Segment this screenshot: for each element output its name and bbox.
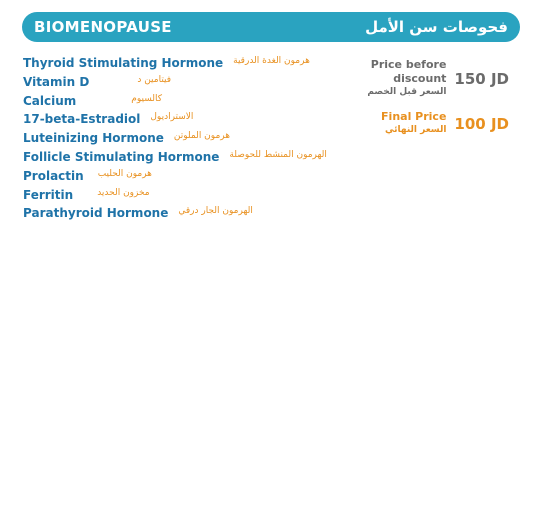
final-price-label-arabic: السعر النهائي xyxy=(385,125,447,135)
test-item xyxy=(23,111,323,130)
final-price xyxy=(329,110,509,137)
package-header xyxy=(22,12,520,42)
test-name-arabic: الهرمون المنشط للحوصلة xyxy=(229,149,327,160)
test-item xyxy=(23,205,323,224)
final-price-amount: 100 JD xyxy=(454,114,509,133)
test-item xyxy=(23,149,327,168)
tests-list xyxy=(23,55,327,224)
test-item xyxy=(23,168,323,187)
pricing-panel xyxy=(329,58,509,148)
test-item xyxy=(23,93,323,112)
test-name: Luteinizing Hormone xyxy=(23,131,164,146)
package-title: BIOMENOPAUSE xyxy=(34,18,172,36)
test-name-arabic: هرمون الغدة الدرقية xyxy=(233,56,310,66)
price-before-discount xyxy=(329,58,509,99)
test-name-arabic: الهرمون الجار درقي xyxy=(178,206,253,217)
test-name-arabic: مخزون الحديد xyxy=(97,187,150,198)
test-name: Prolactin xyxy=(23,168,84,183)
test-name-arabic: فيتامين د xyxy=(137,74,172,85)
test-name: Parathyroid Hormone xyxy=(23,206,169,221)
test-name-arabic: هرمون الحليب xyxy=(97,168,152,179)
test-name: Follicle Stimulating Hormone xyxy=(23,149,220,164)
price-before-label-arabic: السعر قبل الخصم xyxy=(367,87,447,97)
test-name-arabic: كالسيوم xyxy=(131,93,163,104)
price-before-label: Price before discount xyxy=(370,58,447,85)
price-before-amount: 150 JD xyxy=(454,69,509,88)
test-item xyxy=(23,74,323,93)
final-price-label: Final Price xyxy=(381,110,447,123)
test-item xyxy=(23,187,323,206)
test-name: 17-beta-Estradiol xyxy=(23,112,141,127)
test-name: Thyroid Stimulating Hormone xyxy=(23,56,224,70)
test-name-arabic: هرمون الملوتن xyxy=(173,131,230,142)
test-name: Ferritin xyxy=(23,187,74,202)
final-price-labels xyxy=(381,110,446,137)
test-name: Calcium xyxy=(23,93,77,108)
test-name: Vitamin D xyxy=(23,74,90,89)
test-item xyxy=(23,55,323,74)
test-item xyxy=(23,130,323,149)
test-name-arabic: الاستراديول xyxy=(150,112,194,123)
package-arabic-title: فحوصات سن الأمل xyxy=(365,18,508,36)
price-before-labels xyxy=(329,58,446,99)
